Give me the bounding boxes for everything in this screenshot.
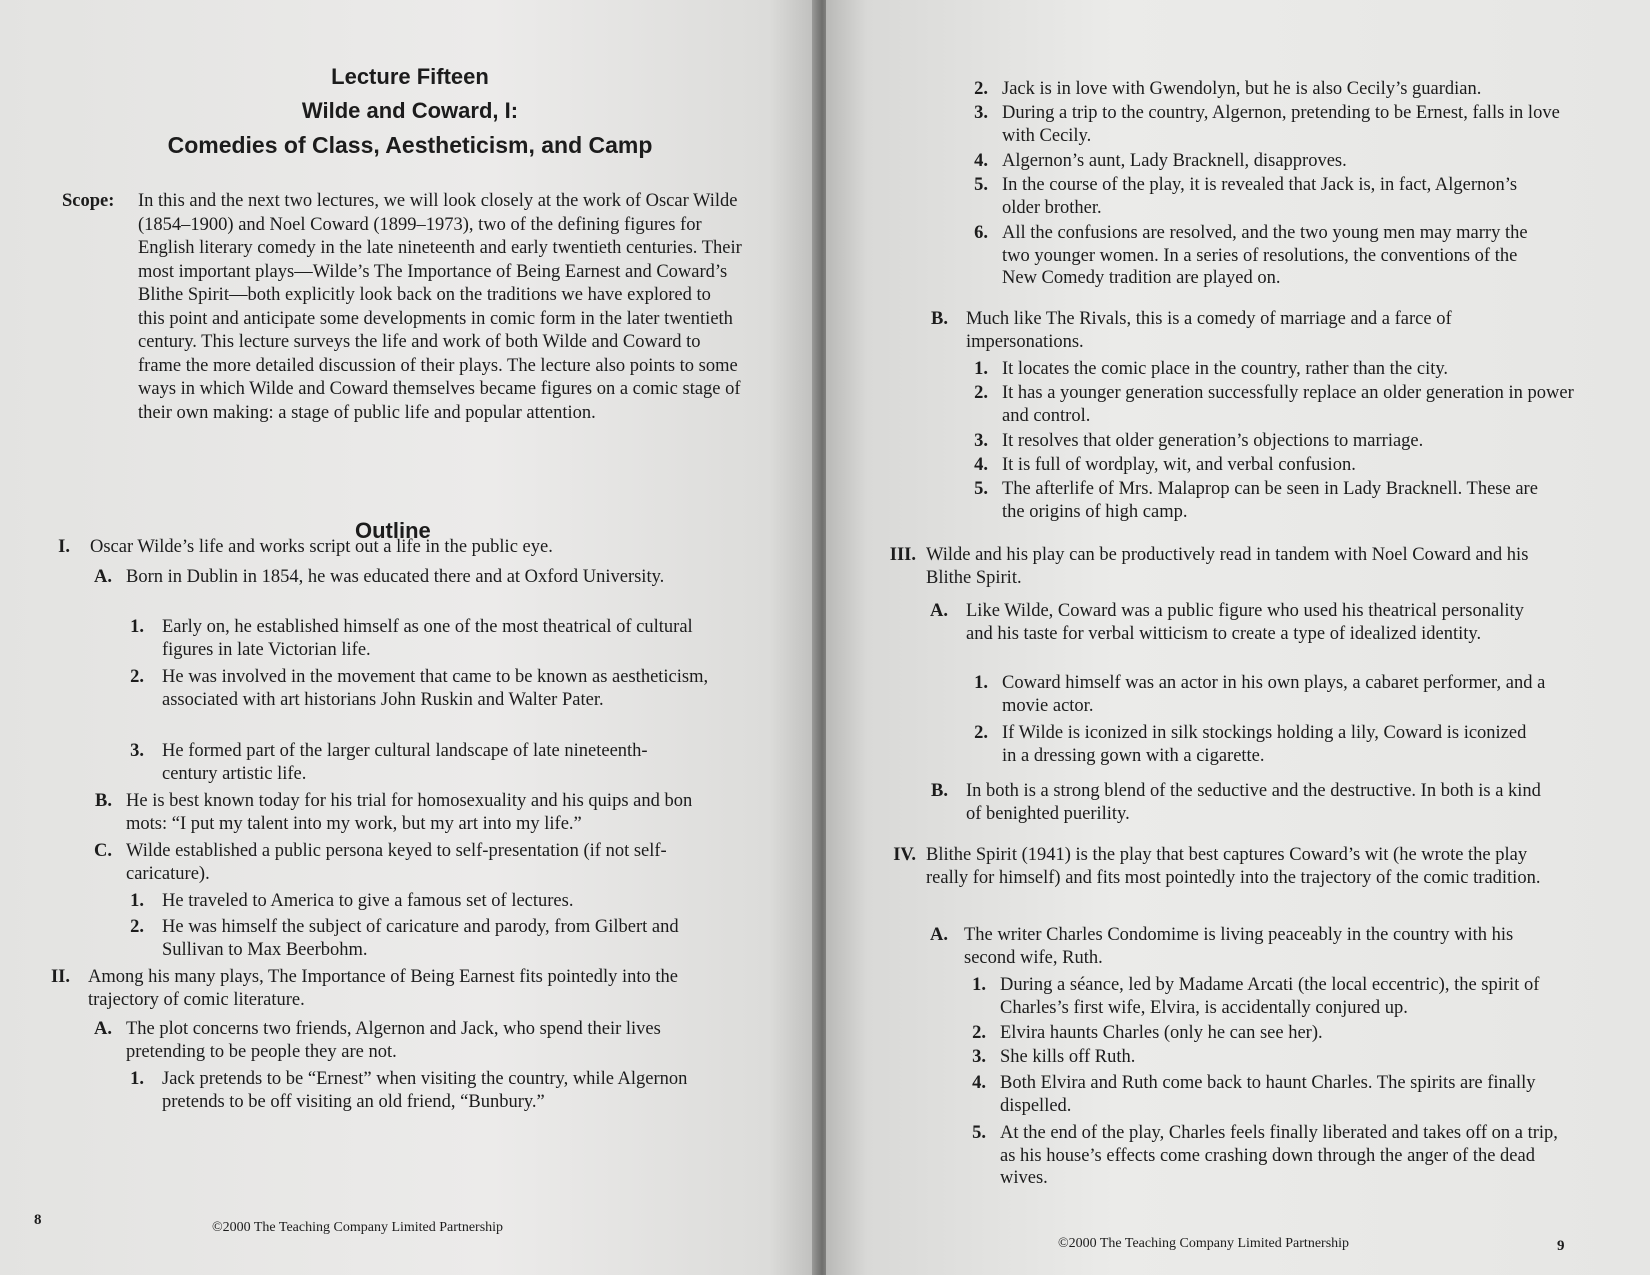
outline-item bbox=[964, 974, 1614, 1019]
outline-marker: 1. bbox=[974, 359, 988, 379]
outline-item bbox=[966, 672, 1626, 717]
outline-text: Coward himself was an actor in his own plays, a cabaret performer, and a movie actor. bbox=[1002, 673, 1546, 716]
outline-item bbox=[886, 544, 1606, 589]
outline-text: It locates the comic place in the country, rather than the city. bbox=[1002, 359, 1449, 379]
outline-item bbox=[966, 78, 1606, 101]
scope-text: In this and the next two lectures, we will look closely at the work of Oscar Wilde (1854–1900) and Noel Coward (1899–1973), two of the defining figures for English literary comedy in the late nineteenth and early twentieth centuries. Their most important plays—Wilde’s The Importance of Being Earnest and Coward’s Blithe Spirit—both explicitly look back on the traditions we have explored to this point and anticipate some developments in comic form in the later twentieth century. This lecture surveys the life and work of both Wilde and Coward to frame the more detailed discussion of their plays. The lecture also points to some ways in which Wilde and Coward themselves became figures on a comic stage of their own making: a stage of public life and popular attention. bbox=[138, 191, 742, 423]
outline-text: At the end of the play, Charles feels finally liberated and takes off on a trip, as his house’s effects come crashing down through the anger of the dead wives. bbox=[1000, 1123, 1558, 1188]
outline-text: He was involved in the movement that came to be known as aestheticism, associated with art historians John Ruskin and Walter Pater. bbox=[162, 667, 709, 710]
outline-text: Blithe Spirit (1941) is the play that best captures Coward’s wit (he wrote the play really for himself) and fits most pointedly into the trajectory of the comic tradition. bbox=[926, 845, 1541, 888]
outline-text: Algernon’s aunt, Lady Bracknell, disapproves. bbox=[1002, 151, 1347, 171]
outline-text: If Wilde is iconized in silk stockings holding a lily, Coward is iconized in a dressing gown with a cigarette. bbox=[1002, 723, 1527, 766]
outline-item bbox=[926, 780, 1626, 825]
scope-label: Scope: bbox=[62, 191, 115, 211]
outline-text: He was himself the subject of caricature and parody, from Gilbert and Sullivan to Max Beerbohm. bbox=[162, 917, 679, 960]
outline-text: It has a younger generation successfully replace an older generation in power and control. bbox=[1002, 383, 1574, 426]
outline-text: Much like The Rivals, this is a comedy of marriage and a farce of impersonations. bbox=[966, 309, 1452, 352]
outline-item bbox=[88, 1018, 728, 1063]
outline-text: She kills off Ruth. bbox=[1000, 1047, 1136, 1067]
outline-item bbox=[124, 916, 724, 961]
outline-text: He formed part of the larger cultural landscape of late nineteenth-century artistic life. bbox=[162, 741, 648, 784]
outline-marker: 2. bbox=[974, 79, 988, 99]
lecture-title bbox=[120, 60, 700, 162]
outline-item bbox=[88, 840, 728, 885]
title-line-1: Lecture Fifteen bbox=[331, 64, 489, 89]
outline-marker: B. bbox=[931, 781, 948, 801]
scope-section bbox=[62, 190, 742, 425]
outline-marker: 4. bbox=[974, 455, 988, 475]
outline-marker: III. bbox=[889, 545, 916, 565]
outline-item bbox=[966, 102, 1606, 147]
outline-item bbox=[966, 454, 1606, 477]
outline-marker: B. bbox=[95, 791, 112, 811]
outline-item bbox=[966, 478, 1606, 523]
outline-item bbox=[966, 722, 1606, 767]
outline-item bbox=[124, 1068, 724, 1113]
outline-marker: 2. bbox=[972, 1023, 986, 1043]
outline-text: In both is a strong blend of the seductive and the destructive. In both is a kind of benighted puerility. bbox=[966, 781, 1541, 824]
outline-item bbox=[964, 1046, 1604, 1069]
outline-text: Among his many plays, The Importance of Being Earnest fits pointedly into the trajectory of comic literature. bbox=[88, 967, 679, 1010]
outline-text: The writer Charles Condomime is living peaceably in the country with his second wife, Ruth. bbox=[964, 925, 1514, 968]
outline-text: Oscar Wilde’s life and works script out a life in the public eye. bbox=[90, 537, 553, 557]
outline-text: Like Wilde, Coward was a public figure who used his theatrical personality and his taste for verbal witticism to create a type of idealized identity. bbox=[966, 601, 1524, 644]
outline-text: It is full of wordplay, wit, and verbal confusion. bbox=[1002, 455, 1356, 475]
outline-text: In the course of the play, it is revealed that Jack is, in fact, Algernon’s older brother. bbox=[1002, 175, 1518, 218]
outline-item bbox=[966, 150, 1606, 173]
outline-marker: 5. bbox=[974, 175, 988, 195]
footer-left: ©2000 The Teaching Company Limited Partnership bbox=[212, 1220, 504, 1235]
outline-marker: C. bbox=[94, 841, 112, 861]
outline-text: The plot concerns two friends, Algernon and Jack, who spend their lives pretending to be people they are not. bbox=[126, 1019, 661, 1062]
outline-text: Born in Dublin in 1854, he was educated there and at Oxford University. bbox=[126, 567, 665, 587]
outline-marker: 3. bbox=[974, 431, 988, 451]
outline-marker: 1. bbox=[972, 975, 986, 995]
outline-text: During a trip to the country, Algernon, pretending to be Ernest, falls in love with Cecily. bbox=[1002, 103, 1560, 146]
outline-text: All the confusions are resolved, and the two young men may marry the two younger women. In a series of resolutions, the conventions of the New Comedy tradition are played on. bbox=[1002, 223, 1528, 288]
outline-text: Jack pretends to be “Ernest” when visiting the country, while Algernon pretends to be off visiting an old friend, “Bunbury.” bbox=[162, 1069, 688, 1112]
outline-marker: 1. bbox=[974, 673, 988, 693]
outline-item bbox=[52, 536, 752, 559]
outline-text: During a séance, led by Madame Arcati (the local eccentric), the spirit of Charles’s first wife, Elvira, is accidentally conjured up. bbox=[1000, 975, 1540, 1018]
outline-marker: 5. bbox=[972, 1123, 986, 1143]
outline-marker: A. bbox=[930, 601, 948, 621]
outline-marker: 2. bbox=[130, 667, 144, 687]
outline-marker: A. bbox=[930, 925, 948, 945]
footer-right: ©2000 The Teaching Company Limited Partnership bbox=[1058, 1236, 1350, 1251]
title-line-3: Comedies of Class, Aestheticism, and Camp bbox=[167, 132, 653, 158]
outline-marker: 2. bbox=[974, 383, 988, 403]
outline-marker: 3. bbox=[974, 103, 988, 123]
outline-item bbox=[124, 740, 724, 785]
outline-item bbox=[88, 790, 748, 835]
outline-item bbox=[964, 1122, 1614, 1190]
outline-marker: IV. bbox=[893, 845, 916, 865]
outline-marker: 2. bbox=[130, 917, 144, 937]
outline-marker: 4. bbox=[972, 1073, 986, 1093]
outline-text: It resolves that older generation’s objections to marriage. bbox=[1002, 431, 1424, 451]
outline-heading: Outline bbox=[355, 518, 431, 543]
outline-marker: 6. bbox=[974, 223, 988, 243]
page-number-right: 9 bbox=[1557, 1238, 1565, 1254]
outline-text: Jack is in love with Gwendolyn, but he is also Cecily’s guardian. bbox=[1002, 79, 1482, 99]
outline-text: Early on, he established himself as one of the most theatrical of cultural figures in late Victorian life. bbox=[162, 617, 693, 660]
outline-marker: 5. bbox=[974, 479, 988, 499]
outline-marker: 1. bbox=[130, 1069, 144, 1089]
outline-marker: 4. bbox=[974, 151, 988, 171]
left-page bbox=[0, 0, 818, 1275]
outline-marker: A. bbox=[94, 1019, 112, 1039]
outline-marker: II. bbox=[50, 967, 70, 987]
outline-item bbox=[966, 358, 1606, 381]
outline-marker: 1. bbox=[130, 891, 144, 911]
page-number-left: 8 bbox=[34, 1212, 42, 1228]
outline-marker: 2. bbox=[974, 723, 988, 743]
outline-item bbox=[124, 616, 724, 661]
outline-item bbox=[124, 890, 724, 913]
outline-item bbox=[124, 666, 744, 711]
outline-text: The afterlife of Mrs. Malaprop can be seen in Lady Bracknell. These are the origins of high camp. bbox=[1002, 479, 1538, 522]
outline-marker: 1. bbox=[130, 617, 144, 637]
outline-item bbox=[964, 1072, 1614, 1117]
outline-marker: A. bbox=[94, 567, 112, 587]
outline-text: Both Elvira and Ruth come back to haunt Charles. The spirits are finally dispelled. bbox=[1000, 1073, 1536, 1116]
outline-item bbox=[966, 382, 1626, 427]
outline-item bbox=[88, 566, 728, 589]
outline-text: Wilde and his play can be productively read in tandem with Noel Coward and his Blithe Spirit. bbox=[926, 545, 1529, 588]
outline-marker: I. bbox=[58, 537, 70, 557]
outline-item bbox=[966, 174, 1606, 219]
outline-text: Wilde established a public persona keyed to self-presentation (if not self-caricature). bbox=[126, 841, 667, 884]
outline-marker: B. bbox=[931, 309, 948, 329]
outline-item bbox=[966, 430, 1606, 453]
right-page bbox=[826, 0, 1650, 1275]
outline-item bbox=[966, 222, 1626, 290]
outline-text: He is best known today for his trial for homosexuality and his quips and bon mots: “I put my talent into my work, but my art into my life.” bbox=[126, 791, 693, 834]
outline-item bbox=[964, 1022, 1604, 1045]
title-line-2: Wilde and Coward, I: bbox=[301, 98, 519, 123]
outline-item bbox=[926, 924, 1616, 969]
outline-item bbox=[48, 966, 748, 1011]
outline-item bbox=[886, 844, 1626, 889]
outline-item bbox=[926, 308, 1606, 353]
outline-marker: 3. bbox=[972, 1047, 986, 1067]
outline-marker: 3. bbox=[130, 741, 144, 761]
outline-item bbox=[926, 600, 1606, 645]
outline-text: Elvira haunts Charles (only he can see her). bbox=[1000, 1023, 1323, 1043]
outline-text: He traveled to America to give a famous set of lectures. bbox=[162, 891, 574, 911]
